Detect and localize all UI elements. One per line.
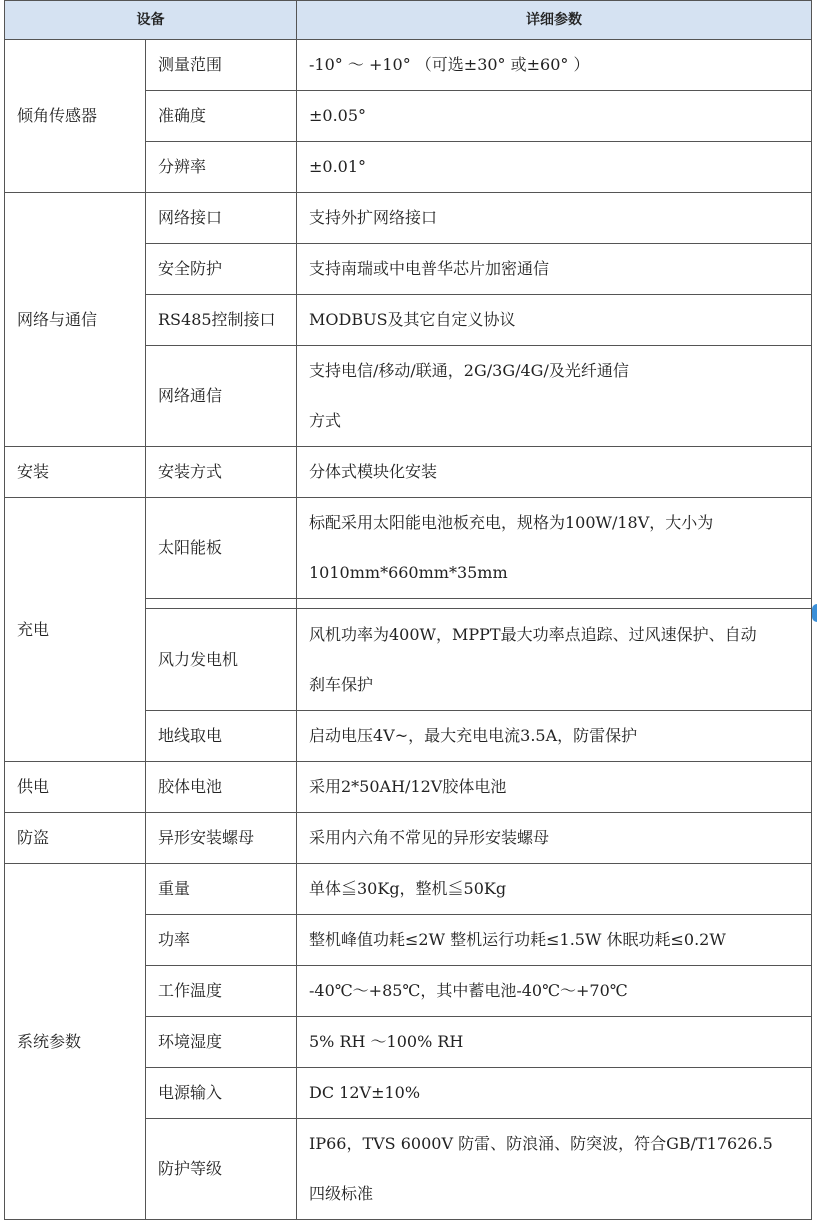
item-label: 分辨率 <box>146 142 297 193</box>
item-label: 胶体电池 <box>146 762 297 813</box>
item-value: 采用2*50AH/12V胶体电池 <box>297 762 812 813</box>
item-value <box>297 1119 812 1220</box>
header-row <box>5 1 812 40</box>
item-value <box>297 498 812 599</box>
table-row <box>5 762 812 813</box>
category-charge: 充电 <box>5 498 146 762</box>
item-label: 测量范围 <box>146 40 297 91</box>
edge-tab-marker <box>812 604 817 622</box>
category-install: 安装 <box>5 447 146 498</box>
item-label: 重量 <box>146 864 297 915</box>
item-label: 安全防护 <box>146 244 297 295</box>
item-value: -40℃～+85℃，其中蓄电池-40℃～+70℃ <box>297 966 812 1017</box>
header-device: 设备 <box>5 1 297 40</box>
item-label: 电源输入 <box>146 1068 297 1119</box>
item-value: 启动电压4V~，最大充电电流3.5A，防雷保护 <box>297 711 812 762</box>
header-params: 详细参数 <box>297 1 812 40</box>
item-value: DC 12V±10% <box>297 1068 812 1119</box>
item-label: 太阳能板 <box>146 498 297 599</box>
value-line: 标配采用太阳能电池板充电，规格为100W/18V，大小为 <box>309 513 714 532</box>
item-label: 地线取电 <box>146 711 297 762</box>
value-line: 风机功率为400W，MPPT最大功率点追踪、过风速保护、自动 <box>309 624 757 644</box>
item-label: 工作温度 <box>146 966 297 1017</box>
item-value: 采用内六角不常见的异形安装螺母 <box>297 813 812 864</box>
table-row <box>5 864 812 915</box>
spacer-cell <box>146 599 297 609</box>
item-label: 异形安装螺母 <box>146 813 297 864</box>
item-label: 安装方式 <box>146 447 297 498</box>
category-anti-theft: 防盗 <box>5 813 146 864</box>
item-label: 防护等级 <box>146 1119 297 1220</box>
value-line: 刹车保护 <box>309 674 374 694</box>
item-label: 风力发电机 <box>146 609 297 711</box>
table-row <box>5 193 812 244</box>
value-line: 方式 <box>309 411 342 430</box>
item-value: 分体式模块化安装 <box>297 447 812 498</box>
value-line: 四级标准 <box>309 1184 374 1203</box>
item-label: 网络接口 <box>146 193 297 244</box>
spacer-cell <box>297 599 812 609</box>
item-label: 功率 <box>146 915 297 966</box>
item-value: 支持南瑞或中电普华芯片加密通信 <box>297 244 812 295</box>
category-network: 网络与通信 <box>5 193 146 447</box>
category-power: 供电 <box>5 762 146 813</box>
item-value: ±0.05° <box>297 91 812 142</box>
item-value: 整机峰值功耗≤2W 整机运行功耗≤1.5W 休眠功耗≤0.2W <box>297 915 812 966</box>
item-label: RS485控制接口 <box>146 295 297 346</box>
table-row <box>5 447 812 498</box>
item-value <box>297 346 812 447</box>
value-line: IP66，TVS 6000V 防雷、防浪涌、防突波，符合GB/T17626.5 <box>309 1134 773 1153</box>
item-value: -10° ～ +10° （可选±30° 或±60° ） <box>297 40 812 91</box>
item-value <box>297 609 812 711</box>
item-value: MODBUS及其它自定义协议 <box>297 295 812 346</box>
value-line: 支持电信/移动/联通，2G/3G/4G/及光纤通信 <box>309 361 629 380</box>
category-system: 系统参数 <box>5 864 146 1220</box>
item-value: 5% RH ～100% RH <box>297 1017 812 1068</box>
value-line: 1010mm*660mm*35mm <box>309 563 508 582</box>
table-row <box>5 40 812 91</box>
spec-table <box>4 0 812 1220</box>
table-row <box>5 498 812 599</box>
category-tilt: 倾角传感器 <box>5 40 146 193</box>
item-label: 环境湿度 <box>146 1017 297 1068</box>
table-row <box>5 813 812 864</box>
item-label: 网络通信 <box>146 346 297 447</box>
item-label: 准确度 <box>146 91 297 142</box>
item-value: ±0.01° <box>297 142 812 193</box>
item-value: 支持外扩网络接口 <box>297 193 812 244</box>
item-value: 单体≦30Kg，整机≦50Kg <box>297 864 812 915</box>
